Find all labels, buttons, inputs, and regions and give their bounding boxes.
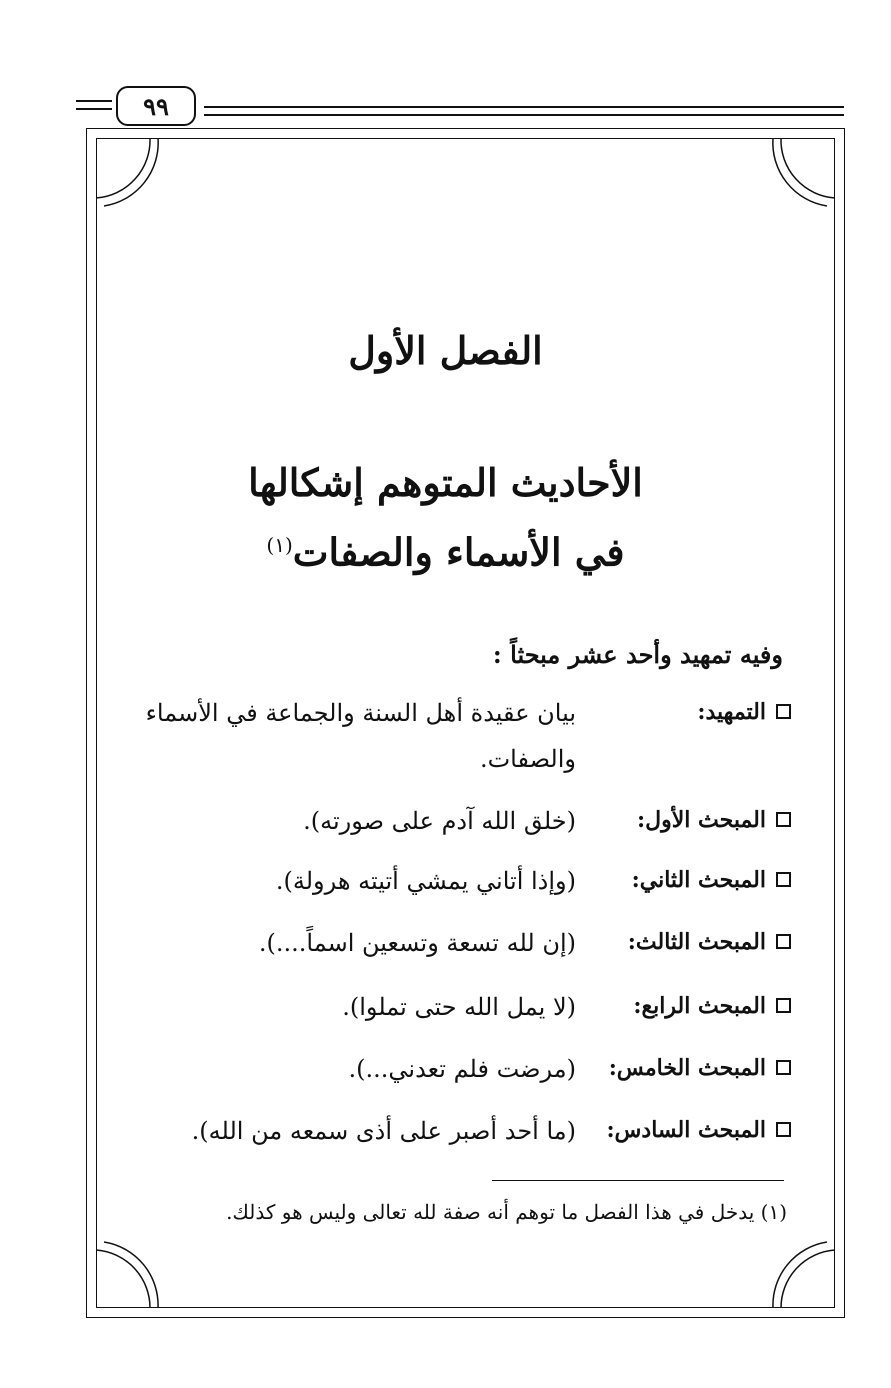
footnote-reference-mark: (١) — [266, 533, 293, 557]
checkbox-icon — [776, 872, 791, 887]
item-label: المبحث الخامس: — [608, 1055, 766, 1081]
chapter-title: الفصل الأول — [348, 328, 543, 373]
list-item — [111, 798, 791, 844]
list-item — [111, 984, 791, 1030]
item-text: (ما أحد أصبر على أذى سمعه من الله). — [191, 1117, 576, 1145]
item-text: بيان عقيدة أهل السنة والجماعة في الأسماء والصفات. — [145, 699, 576, 773]
item-label: المبحث الثالث: — [627, 929, 766, 955]
item-label: المبحث الرابع: — [633, 993, 766, 1019]
corner-arc-top-right — [781, 138, 835, 198]
item-text: (وإذا أتاني يمشي أتيته هرولة). — [275, 867, 576, 895]
item-label: المبحث الثاني: — [631, 867, 766, 893]
footnote-text: يدخل في هذا الفصل ما توهم أنه صفة لله تعالى وليس هو كذلك. — [226, 1200, 755, 1224]
list-item — [111, 920, 791, 966]
corner-arc-bottom-right — [781, 1250, 835, 1308]
list-item — [111, 858, 791, 904]
item-label: المبحث الأول: — [636, 807, 766, 833]
list-item — [111, 1108, 791, 1154]
checkbox-icon — [776, 998, 791, 1013]
item-text: (خلق الله آدم على صورته). — [303, 807, 576, 835]
chapter-subtitle-line2-text: في الأسماء والصفات — [292, 529, 625, 575]
list-item — [111, 690, 791, 782]
intro-text: وفيه تمهيد وأحد عشر مبحثاً : — [492, 640, 783, 669]
chapter-subtitle-line2 — [0, 514, 891, 584]
item-text: (إن لله تسعة وتسعين اسماً....). — [258, 929, 576, 957]
item-label: المبحث السادس: — [606, 1117, 766, 1143]
checkbox-icon — [776, 1122, 791, 1137]
footnote — [226, 1200, 787, 1224]
page-number: ٩٩ — [116, 86, 196, 126]
item-label: التمهيد: — [697, 699, 766, 725]
corner-arc-top-left — [96, 138, 150, 198]
item-text: (مرضت فلم تعدني...). — [348, 1055, 576, 1083]
checkbox-icon — [776, 934, 791, 949]
list-item — [111, 1046, 791, 1092]
item-text: (لا يمل الله حتى تملوا). — [342, 993, 576, 1021]
footnote-separator — [492, 1180, 784, 1181]
checkbox-icon — [776, 1060, 791, 1075]
chapter-subtitle-line1: الأحاديث المتوهم إشكالها — [248, 460, 643, 505]
chapter-subtitle — [0, 452, 891, 584]
checkbox-icon — [776, 812, 791, 827]
corner-arc-bottom-left — [96, 1250, 150, 1308]
footnote-mark: (١) — [760, 1200, 787, 1224]
checkbox-icon — [776, 704, 791, 719]
